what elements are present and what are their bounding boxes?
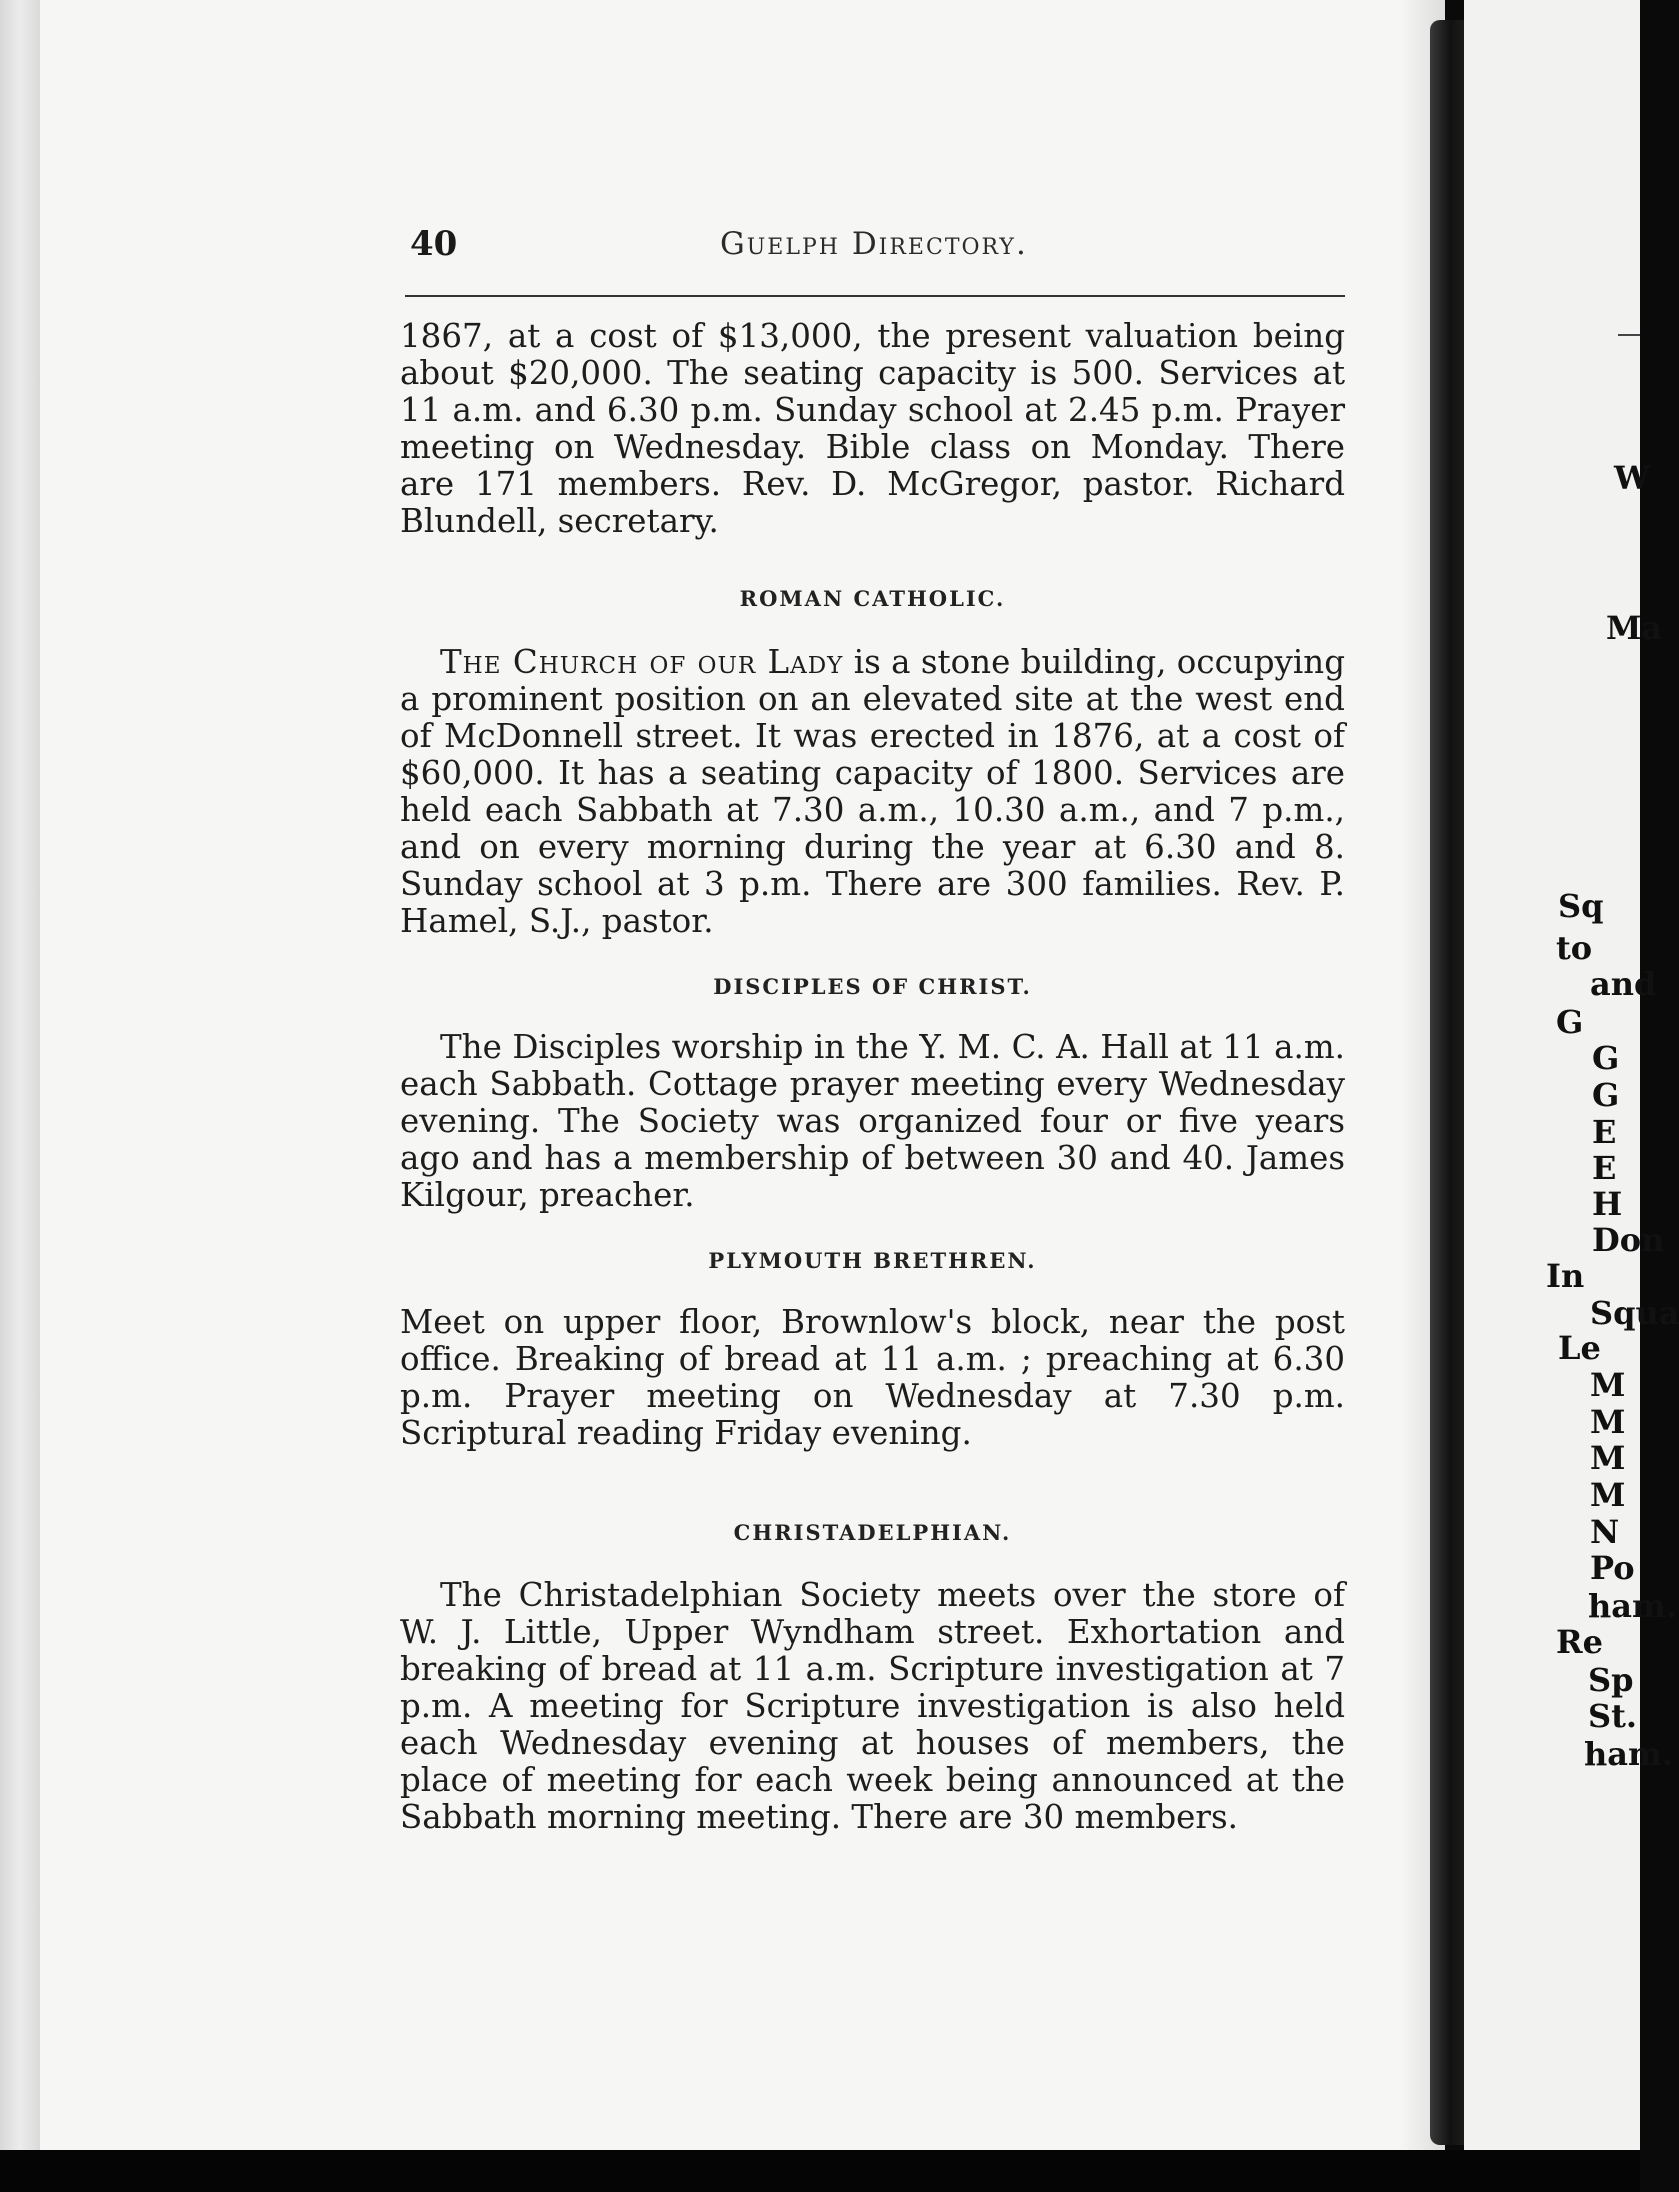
right-page-fragment: M	[1590, 1366, 1626, 1404]
section-heading-disciples: DISCIPLES OF CHRIST.	[713, 974, 1032, 999]
right-page-fragment: In	[1546, 1257, 1585, 1295]
right-page-fragment: ham.	[1588, 1587, 1677, 1625]
page-body	[400, 318, 1345, 1836]
right-page-fragment: M	[1590, 1476, 1626, 1514]
right-page-fragment: Sp	[1588, 1661, 1634, 1699]
paragraph-text: 1867, at a cost of $13,000, the present valuation being about $20,000. The seating capacity is 500. Services at 11 a.m. and 6.30 p.m. Sunday school at 2.45 p.m. Prayer meeting on Wednesday. Bible class on Monday. There are 171 members. Rev. D. McGregor, pastor. Richard Blundell, secretary.	[400, 317, 1345, 540]
right-page-fragment: Po	[1590, 1549, 1635, 1587]
paragraph-text: The Christadelphian Society meets over the store of W. J. Little, Upper Wyndham street. Exhortation and breaking of bread at 11 a.m. Scripture investigation at 7 p.m. A meeting for Scripture investigation is also held each Wednesday evening at houses of members, the place of meeting for each week being announced at the Sabbath morning meeting. There are 30 members.	[400, 1576, 1345, 1836]
page-number: 40	[410, 224, 458, 264]
paragraph-roman-catholic	[400, 644, 1345, 940]
scan-border	[0, 2150, 1640, 2192]
paragraph-text: Meet on upper floor, Brownlow's block, near the post office. Breaking of bread at 11 a.m. ; preaching at 6.30 p.m. Prayer meeting on Wednesday at 7.30 p.m. Scriptural reading Friday evening.	[400, 1303, 1345, 1452]
right-page-fragment: E	[1592, 1149, 1617, 1187]
paragraph-text: The Disciples worship in the Y. M. C. A. Hall at 11 a.m. each Sabbath. Cottage prayer meeting every Wednesday evening. The Society was organized four or five years ago and has a membership of between 30 and 40. James Kilgour, preacher.	[400, 1028, 1345, 1214]
right-page-fragment: to	[1556, 929, 1593, 967]
right-page-fragment: E	[1592, 1113, 1617, 1151]
right-page-fragment: Sq	[1558, 887, 1604, 925]
right-page-fragment: N	[1590, 1513, 1620, 1551]
book-gutter	[1430, 20, 1464, 2145]
right-page-fragment: St.	[1588, 1697, 1638, 1735]
right-page-fragment: M	[1590, 1403, 1626, 1441]
right-header-rule	[1618, 334, 1640, 336]
right-page-fragment: Don	[1592, 1221, 1665, 1259]
right-page-fragment: M	[1590, 1439, 1626, 1477]
right-page-fragment: H	[1592, 1185, 1623, 1223]
right-page-fragment: W	[1614, 459, 1650, 497]
right-page-fragment: and	[1590, 965, 1657, 1003]
right-page-fragment: G	[1592, 1039, 1620, 1077]
right-page-fragment: G	[1556, 1003, 1584, 1041]
paragraph-plymouth	[400, 1304, 1345, 1452]
running-head: Guelph Directory.	[720, 226, 1028, 262]
right-page-fragment: Ma	[1606, 609, 1663, 647]
section-heading-roman-catholic: ROMAN CATHOLIC.	[739, 586, 1006, 611]
paragraph-text: is a stone building, occupying a prominent position on an elevated site at the west end of McDonnell street. It was erected in 1876, at a cost of $60,000. It has a seating capacity of 1800. Services are held each Sabbath at 7.30 a.m., 10.30 a.m., and 7 p.m., and on every morning during the year at 6.30 and 8. Sunday school at 3 p.m. There are 300 families. Rev. P. Hamel, S.J., pastor.	[400, 643, 1345, 940]
right-page-fragment: Squa	[1590, 1294, 1679, 1332]
right-page-fragment: Re	[1556, 1623, 1603, 1661]
section-heading-plymouth: PLYMOUTH BRETHREN.	[708, 1248, 1037, 1273]
right-page-fragment: ham.	[1584, 1735, 1673, 1773]
lead-words: The Church of our Lady	[440, 643, 844, 681]
paragraph-christadelphian	[400, 1577, 1345, 1836]
right-page-fragment: Le	[1558, 1329, 1601, 1367]
header-rule	[405, 295, 1345, 297]
right-page-fragment: G	[1592, 1076, 1620, 1114]
paragraph-disciples	[400, 1029, 1345, 1214]
continuation-paragraph	[400, 318, 1345, 540]
section-heading-christadelphian: CHRISTADELPHIAN.	[733, 1520, 1012, 1545]
